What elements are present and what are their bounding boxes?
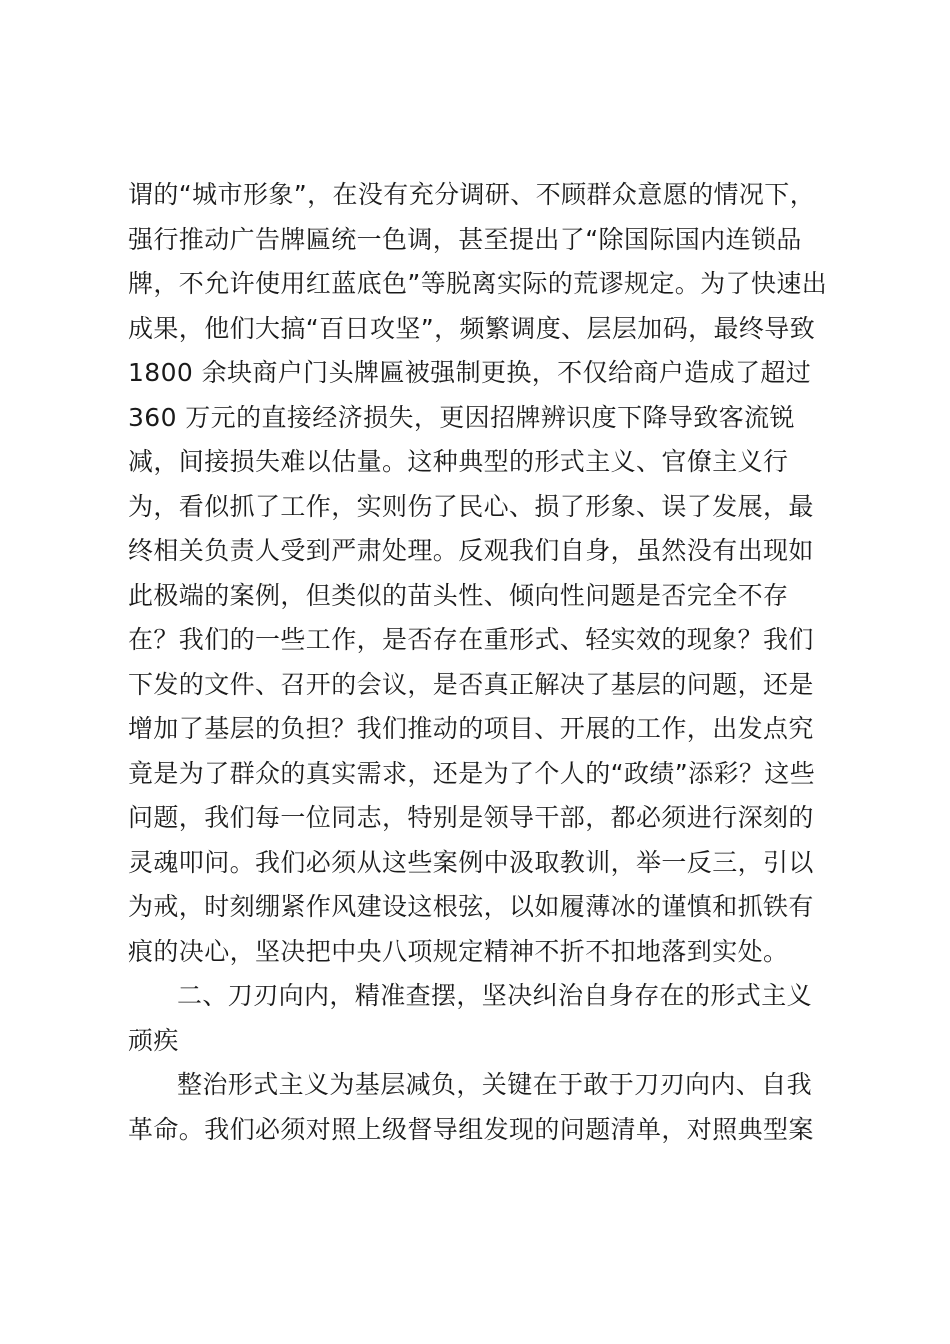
body-text-line: 为，看似抓了工作，实则伤了民心、损了形象、误了发展，最: [128, 492, 814, 521]
section-heading: 二、刀刃向内，精准查摆，坚决纠治自身存在的形式主义: [177, 981, 813, 1010]
body-text-line: 问题，我们每一位同志，特别是领导干部，都必须进行深刻的: [128, 803, 814, 832]
body-text-line: 为戒，时刻绷紧作风建设这根弦，以如履薄冰的谨慎和抓铁有: [128, 892, 814, 921]
body-text-line: 在？我们的一些工作，是否存在重形式、轻实效的现象？我们: [128, 625, 814, 654]
body-text-line: 减，间接损失难以估量。这种典型的形式主义、官僚主义行: [128, 447, 789, 476]
body-text-line: 革命。我们必须对照上级督导组发现的问题清单，对照典型案: [128, 1115, 814, 1144]
body-text-line: 1800 余块商户门头牌匾被强制更换，不仅给商户造成了超过: [128, 358, 812, 387]
body-text-line: 此极端的案例，但类似的苗头性、倾向性问题是否完全不存: [128, 581, 789, 610]
body-text-line: 牌，不允许使用红蓝底色”等脱离实际的荒谬规定。为了快速出: [128, 269, 828, 298]
body-text-line: 增加了基层的负担？我们推动的项目、开展的工作，出发点究: [128, 714, 814, 743]
section-heading-continuation: 顽疾: [128, 1026, 179, 1055]
body-text-line: 成果，他们大搞“百日攻坚”，频繁调度、层层加码，最终导致: [128, 314, 816, 343]
body-text-line: 强行推动广告牌匾统一色调，甚至提出了“除国际国内连锁品: [128, 225, 802, 254]
body-text-line: 痕的决心，坚决把中央八项规定精神不折不扣地落到实处。: [128, 937, 789, 966]
body-text-line: 下发的文件、召开的会议，是否真正解决了基层的问题，还是: [128, 670, 814, 699]
body-text-line: 整治形式主义为基层减负，关键在于敢于刀刃向内、自我: [177, 1070, 813, 1099]
body-text-line: 谓的“城市形象”，在没有充分调研、不顾群众意愿的情况下，: [128, 180, 816, 209]
body-text-line: 360 万元的直接经济损失，更因招牌辨识度下降导致客流锐: [128, 403, 795, 432]
body-text-line: 灵魂叩问。我们必须从这些案例中汲取教训，举一反三，引以: [128, 848, 814, 877]
body-text-line: 终相关负责人受到严肃处理。反观我们自身，虽然没有出现如: [128, 536, 814, 565]
body-text-line: 竟是为了群众的真实需求，还是为了个人的“政绩”添彩？这些: [128, 759, 816, 788]
